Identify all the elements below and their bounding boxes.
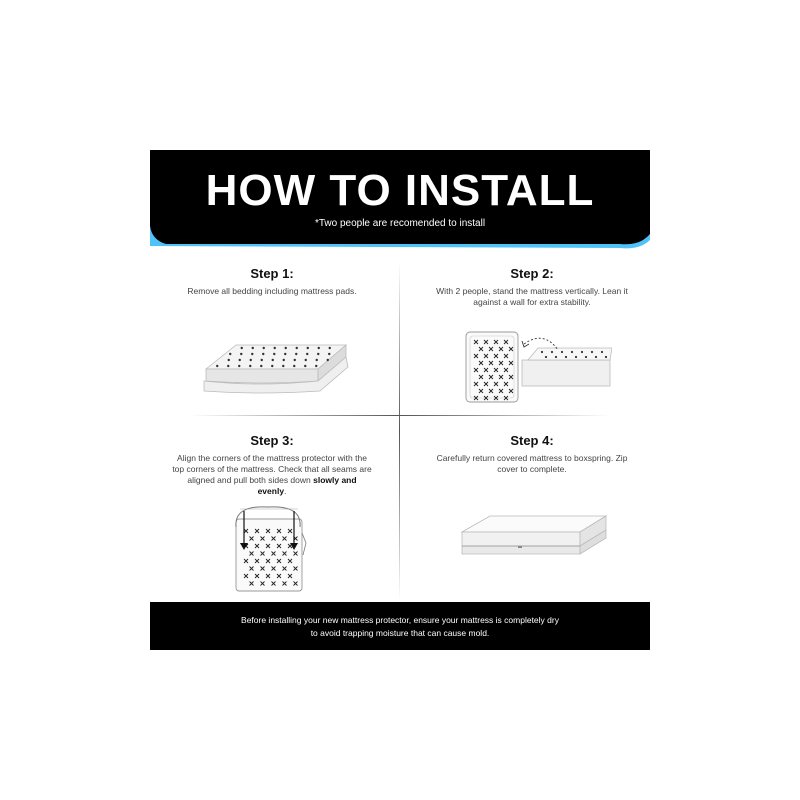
page-title: HOW TO INSTALL [205, 166, 595, 215]
step-3-text: Align the corners of the mattress protector with the top corners of the mattress. Check that all seams are aligned and pull both sides down slowly and evenly. [172, 453, 372, 496]
step-3-heading: Step 3: [250, 433, 294, 448]
page-subtitle: *Two people are recomended to install [314, 218, 486, 229]
step-2-text: With 2 people, stand the mattress vertically. Lean it against a wall for extra stability. [436, 286, 628, 307]
step-2 [432, 266, 632, 308]
step-1-text: Remove all bedding including mattress pads. [187, 286, 357, 296]
step-1 [172, 266, 372, 297]
step-4-heading: Step 4: [510, 433, 554, 448]
protector-pull-icon [230, 503, 310, 595]
install-card [150, 150, 650, 650]
horizontal-divider [190, 415, 610, 416]
covered-mattress-icon [458, 512, 608, 564]
stacked-mattress-icon [200, 335, 350, 395]
header-banner [150, 150, 650, 250]
footer-note: Before installing your new mattress protector, ensure your mattress is completely dry to avoid trapping moisture that can cause mold. [241, 615, 559, 638]
standing-mattress-icon [462, 328, 612, 408]
step-4 [432, 433, 632, 475]
step-4-text: Carefully return covered mattress to boxspring. Zip cover to complete. [436, 453, 628, 474]
vertical-divider [399, 262, 400, 602]
footer-banner [150, 602, 650, 650]
step-1-heading: Step 1: [250, 266, 294, 281]
step-3 [172, 433, 372, 497]
step-2-heading: Step 2: [510, 266, 554, 281]
